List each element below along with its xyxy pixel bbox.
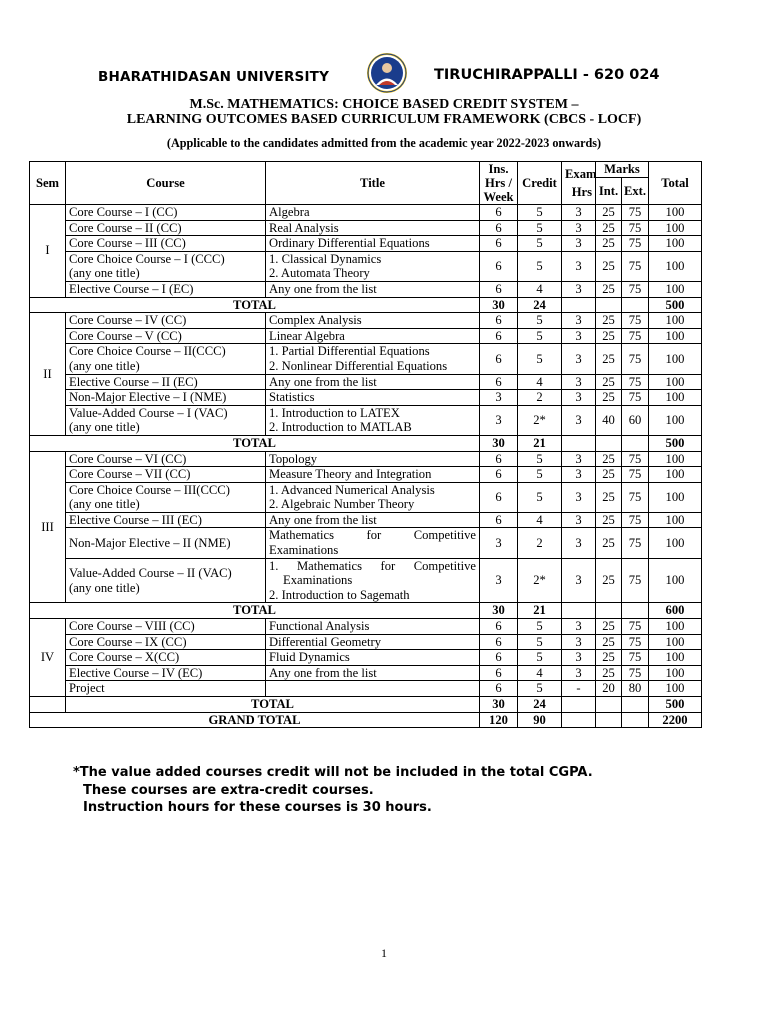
exam-cell: 3 [562,482,596,512]
programme-title [0,97,768,127]
ext-cell: 75 [622,482,649,512]
title-cell: Complex Analysis [266,313,480,329]
course-cell: Core Course – I (CC) [66,205,266,221]
total-credit: 21 [518,435,562,451]
int-cell: 25 [596,451,622,467]
total-cell: 100 [649,558,702,603]
sem-label: I [30,205,66,298]
total-credit: 24 [518,297,562,313]
page-number: 1 [381,946,387,960]
exam-cell: 3 [562,251,596,281]
total-label: TOTAL [30,435,480,451]
course-cell: Core Course – V (CC) [66,328,266,344]
university-emblem-icon [366,52,408,94]
ext-cell: 75 [622,467,649,483]
exam-cell: 3 [562,619,596,635]
university-name: BHARATHIDASAN UNIVERSITY [98,69,330,85]
title-cell [266,681,480,697]
int-cell: 25 [596,313,622,329]
hrs-cell: 6 [480,665,518,681]
empty-cell [30,697,66,713]
hrs-cell: 6 [480,650,518,666]
title-cell [266,344,480,374]
course-cell [66,482,266,512]
int-cell: 25 [596,512,622,528]
hrs-cell: 6 [480,220,518,236]
table-header-row [30,162,702,178]
total-cell: 100 [649,634,702,650]
course-cell: Core Course – VIII (CC) [66,619,266,635]
hrs-cell: 6 [480,451,518,467]
credit-cell: 5 [518,634,562,650]
title-cell: Any one from the list [266,665,480,681]
course-line: (any one title) [69,580,140,595]
course-line: Value-Added Course – II (VAC) [69,565,232,580]
table-row [30,374,702,390]
grand-total-credit: 90 [518,712,562,728]
total-cell: 100 [649,281,702,297]
title-line: 1. Mathematics for Competitive [269,558,476,573]
int-cell: 20 [596,681,622,697]
applicability-note: (Applicable to the candidates admitted from the academic year 2022-2023 onwards) [166,136,602,150]
grand-total-marks: 2200 [649,712,702,728]
hrs-cell: 6 [480,467,518,483]
credit-cell: 5 [518,650,562,666]
course-line: Core Choice Course – II(CCC) [69,344,226,359]
int-cell: 25 [596,650,622,666]
total-marks: 500 [649,435,702,451]
course-cell [66,405,266,435]
hrs-cell: 6 [480,205,518,221]
hrs-cell: 3 [480,558,518,603]
ext-cell: 60 [622,405,649,435]
header-title: Title [266,162,480,205]
title-cell: Functional Analysis [266,619,480,635]
course-cell: Elective Course – I (EC) [66,281,266,297]
header-credit: Credit [518,162,562,205]
title-cell: Algebra [266,205,480,221]
hrs-cell: 6 [480,328,518,344]
total-label: TOTAL [30,603,480,619]
total-cell: 100 [649,681,702,697]
course-cell [66,344,266,374]
course-cell: Elective Course – II (EC) [66,374,266,390]
course-cell: Core Course – IV (CC) [66,313,266,329]
total-cell: 100 [649,328,702,344]
course-line: (any one title) [69,266,140,281]
title-line: 2. Nonlinear Differential Equations [269,358,448,373]
exam-cell: 3 [562,374,596,390]
ext-cell: 75 [622,374,649,390]
total-cell: 100 [649,650,702,666]
ext-cell: 75 [622,390,649,406]
total-hrs: 30 [480,697,518,713]
table-row [30,528,702,558]
int-cell: 25 [596,665,622,681]
exam-cell: 3 [562,236,596,252]
empty-cell [596,697,622,713]
footnotes [73,764,593,817]
course-cell: Core Course – VI (CC) [66,451,266,467]
int-cell: 25 [596,467,622,483]
programme-title-line-2: LEARNING OUTCOMES BASED CURRICULUM FRAMEWORK (CBCS - LOCF) [126,112,642,127]
total-row [30,435,702,451]
ext-cell: 75 [622,558,649,603]
title-cell [266,482,480,512]
total-cell: 100 [649,619,702,635]
hrs-cell: 6 [480,619,518,635]
total-credit: 24 [518,697,562,713]
total-label: TOTAL [30,297,480,313]
empty-cell [562,297,596,313]
table-row [30,390,702,406]
credit-cell: 4 [518,374,562,390]
ext-cell: 75 [622,512,649,528]
title-cell: Linear Algebra [266,328,480,344]
empty-cell [622,712,649,728]
credit-cell: 5 [518,220,562,236]
credit-cell: 5 [518,451,562,467]
course-cell: Core Course – IX (CC) [66,634,266,650]
empty-cell [596,603,622,619]
header-marks: Marks [596,162,649,178]
header-ins-hrs-2: Hrs / [485,176,512,190]
course-cell: Core Course – VII (CC) [66,467,266,483]
exam-cell: 3 [562,558,596,603]
exam-cell: 3 [562,390,596,406]
header-course: Course [66,162,266,205]
credit-cell: 4 [518,665,562,681]
header-sem: Sem [30,162,66,205]
ext-cell: 75 [622,344,649,374]
exam-cell: - [562,681,596,697]
course-cell: Elective Course – IV (EC) [66,665,266,681]
int-cell: 25 [596,482,622,512]
title-cell: Ordinary Differential Equations [266,236,480,252]
title-cell: Any one from the list [266,281,480,297]
int-cell: 25 [596,558,622,603]
total-cell: 100 [649,665,702,681]
ext-cell: 75 [622,328,649,344]
hrs-cell: 6 [480,374,518,390]
credit-cell: 5 [518,344,562,374]
total-cell: 100 [649,251,702,281]
total-cell: 100 [649,390,702,406]
course-cell: Core Course – X(CC) [66,650,266,666]
empty-cell [622,603,649,619]
total-marks: 500 [649,697,702,713]
hrs-cell: 3 [480,390,518,406]
curriculum-table [29,161,702,728]
title-cell: Differential Geometry [266,634,480,650]
int-cell: 25 [596,281,622,297]
exam-cell: 3 [562,313,596,329]
sem-label: IV [30,619,66,697]
ext-cell: 75 [622,281,649,297]
ext-cell: 75 [622,650,649,666]
title-cell: Statistics [266,390,480,406]
ext-cell: 75 [622,634,649,650]
hrs-cell: 6 [480,344,518,374]
course-line: (any one title) [69,358,140,373]
course-cell: Non-Major Elective – II (NME) [66,528,266,558]
exam-cell: 3 [562,512,596,528]
header-ext: Ext. [622,177,649,204]
title-cell [266,558,480,603]
credit-cell: 2* [518,558,562,603]
table-row [30,619,702,635]
credit-cell: 2 [518,528,562,558]
exam-cell: 3 [562,220,596,236]
credit-cell: 5 [518,251,562,281]
int-cell: 25 [596,390,622,406]
total-cell: 100 [649,205,702,221]
int-cell: 25 [596,220,622,236]
total-hrs: 30 [480,435,518,451]
title-cell: Measure Theory and Integration [266,467,480,483]
ext-cell: 75 [622,619,649,635]
table-row [30,281,702,297]
table-row [30,328,702,344]
title-line: 1. Advanced Numerical Analysis [269,482,435,497]
total-hrs: 30 [480,297,518,313]
title-cell [266,405,480,435]
programme-title-line-1: M.Sc. MATHEMATICS: CHOICE BASED CREDIT SYSTEM – [189,97,579,112]
ext-cell: 75 [622,220,649,236]
table-row [30,634,702,650]
hrs-cell: 6 [480,512,518,528]
total-cell: 100 [649,482,702,512]
total-cell: 100 [649,236,702,252]
hrs-cell: 3 [480,528,518,558]
ext-cell: 75 [622,451,649,467]
university-city: TIRUCHIRAPPALLI - 620 024 [434,67,660,83]
total-cell: 100 [649,512,702,528]
hrs-cell: 6 [480,236,518,252]
credit-cell: 5 [518,205,562,221]
int-cell: 40 [596,405,622,435]
sem-label: II [30,313,66,436]
table-row [30,512,702,528]
total-cell: 100 [649,528,702,558]
header-exam-hrs [562,162,596,205]
int-cell: 25 [596,528,622,558]
total-cell: 100 [649,467,702,483]
header-ins-hrs-3: Week [483,190,514,204]
course-cell [66,558,266,603]
int-cell: 25 [596,344,622,374]
credit-cell: 4 [518,281,562,297]
total-hrs: 30 [480,603,518,619]
int-cell: 25 [596,619,622,635]
empty-cell [596,712,622,728]
empty-cell [596,435,622,451]
credit-cell: 2* [518,405,562,435]
exam-cell: 3 [562,344,596,374]
title-cell: Any one from the list [266,512,480,528]
table-row [30,205,702,221]
total-cell: 100 [649,344,702,374]
total-credit: 21 [518,603,562,619]
grand-total-row [30,712,702,728]
grand-total-label: GRAND TOTAL [30,712,480,728]
empty-cell [562,603,596,619]
hrs-cell: 6 [480,482,518,512]
hrs-cell: 6 [480,634,518,650]
course-cell: Core Course – II (CC) [66,220,266,236]
course-cell: Core Course – III (CC) [66,236,266,252]
header-exam-1: Exam [565,167,597,181]
title-line: Examinations [269,543,339,558]
header-total: Total [649,162,702,205]
total-row [30,603,702,619]
table-row [30,405,702,435]
total-cell: 100 [649,313,702,329]
total-marks: 500 [649,297,702,313]
course-cell: Elective Course – III (EC) [66,512,266,528]
course-cell: Project [66,681,266,697]
table-row [30,236,702,252]
table-row [30,681,702,697]
empty-cell [562,435,596,451]
table-row [30,650,702,666]
header-int: Int. [596,177,622,204]
hrs-cell: 3 [480,405,518,435]
int-cell: 25 [596,328,622,344]
title-line: 2. Automata Theory [269,266,370,281]
exam-cell: 3 [562,650,596,666]
exam-cell: 3 [562,634,596,650]
course-line: Core Choice Course – III(CCC) [69,482,230,497]
empty-cell [562,712,596,728]
ext-cell: 75 [622,236,649,252]
int-cell: 25 [596,634,622,650]
table-row [30,313,702,329]
credit-cell: 5 [518,467,562,483]
int-cell: 25 [596,236,622,252]
title-line: 1. Partial Differential Equations [269,344,430,359]
total-cell: 100 [649,451,702,467]
course-line: Core Choice Course – I (CCC) [69,251,225,266]
hrs-cell: 6 [480,313,518,329]
title-line: Examinations [283,573,353,588]
title-cell: Real Analysis [266,220,480,236]
exam-cell: 3 [562,328,596,344]
sem-label: III [30,451,66,603]
title-cell [266,528,480,558]
ext-cell: 75 [622,665,649,681]
ext-cell: 75 [622,528,649,558]
header-ins-hrs [480,162,518,205]
grand-total-hrs: 120 [480,712,518,728]
table-row [30,220,702,236]
total-row [30,697,702,713]
title-line: 2. Introduction to Sagemath [269,587,410,602]
total-cell: 100 [649,220,702,236]
exam-cell: 3 [562,281,596,297]
title-line: 2. Algebraic Number Theory [269,497,415,512]
title-line: 2. Introduction to MATLAB [269,420,412,435]
table-row [30,344,702,374]
empty-cell [562,697,596,713]
ext-cell: 75 [622,205,649,221]
credit-cell: 2 [518,390,562,406]
footnote-line: *The value added courses credit will not be included in the total CGPA. [73,765,593,780]
course-cell: Non-Major Elective – I (NME) [66,390,266,406]
ext-cell: 80 [622,681,649,697]
header-exam-2: Hrs [571,185,592,199]
hrs-cell: 6 [480,281,518,297]
empty-cell [622,697,649,713]
title-cell: Fluid Dynamics [266,650,480,666]
table-row [30,451,702,467]
credit-cell: 5 [518,313,562,329]
title-cell: Topology [266,451,480,467]
int-cell: 25 [596,205,622,221]
total-label: TOTAL [66,697,480,713]
title-cell: Any one from the list [266,374,480,390]
credit-cell: 5 [518,328,562,344]
table-row [30,665,702,681]
title-cell [266,251,480,281]
credit-cell: 5 [518,236,562,252]
total-cell: 100 [649,374,702,390]
course-line: (any one title) [69,497,140,512]
hrs-cell: 6 [480,251,518,281]
exam-cell: 3 [562,467,596,483]
total-row [30,297,702,313]
course-cell [66,251,266,281]
table-row [30,251,702,281]
hrs-cell: 6 [480,681,518,697]
exam-cell: 3 [562,405,596,435]
credit-cell: 5 [518,681,562,697]
title-line: 1. Classical Dynamics [269,251,382,266]
exam-cell: 3 [562,665,596,681]
table-row [30,558,702,603]
exam-cell: 3 [562,528,596,558]
title-line: 1. Introduction to LATEX [269,405,400,420]
title-line: Mathematics for Competitive [269,528,476,543]
int-cell: 25 [596,251,622,281]
empty-cell [622,297,649,313]
empty-cell [622,435,649,451]
ext-cell: 75 [622,313,649,329]
exam-cell: 3 [562,205,596,221]
footnote-line: These courses are extra-credit courses. [83,782,374,798]
header-ins-hrs-1: Ins. [488,162,509,176]
footnote-line: Instruction hours for these courses is 30 hours. [83,800,432,815]
exam-cell: 3 [562,451,596,467]
empty-cell [596,297,622,313]
course-line: (any one title) [69,420,140,435]
course-line: Value-Added Course – I (VAC) [69,405,228,420]
int-cell: 25 [596,374,622,390]
table-row [30,482,702,512]
credit-cell: 5 [518,482,562,512]
total-cell: 100 [649,405,702,435]
total-marks: 600 [649,603,702,619]
credit-cell: 5 [518,619,562,635]
table-row [30,467,702,483]
ext-cell: 75 [622,251,649,281]
credit-cell: 4 [518,512,562,528]
